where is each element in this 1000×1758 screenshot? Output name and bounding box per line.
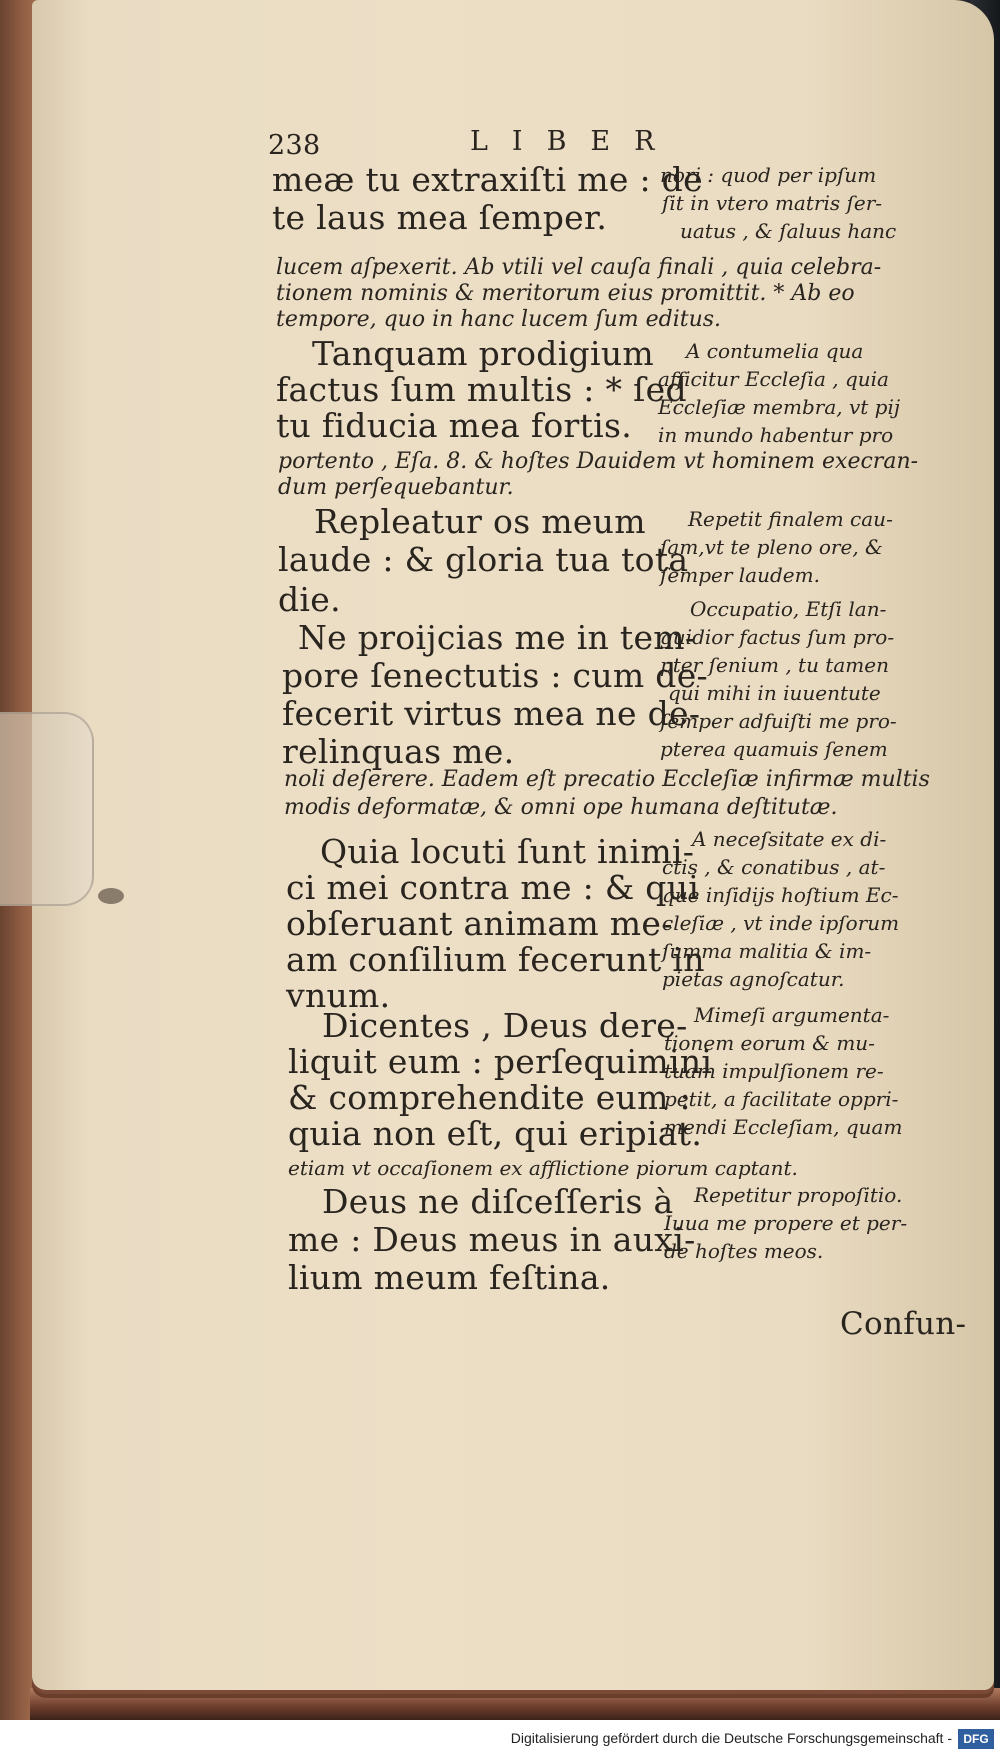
verse-line: Tanquam prodigium: [312, 334, 654, 373]
verse-line: vnum.: [286, 976, 391, 1015]
verse-line: fecerit virtus mea ne de-: [282, 694, 701, 733]
margin-note-line: ſemper laudem.: [660, 563, 820, 587]
commentary-line: noli deſerere. Eadem eſt precatio Eccleſiæ infirmæ multis: [284, 767, 930, 792]
margin-note-line: ctis , & conatibus , at-: [662, 855, 886, 879]
commentary-line: etiam vt occaſionem ex afflictione piorum captant.: [288, 1156, 798, 1180]
verse-line: te laus mea ſemper.: [272, 198, 608, 237]
verse-line: lium meum feſtina.: [288, 1258, 611, 1297]
margin-note-line: ſam,vt te pleno ore, &: [660, 535, 883, 559]
margin-note-line: in mundo habentur pro: [658, 423, 894, 447]
margin-note-line: ſemper adfuiſti me pro-: [660, 709, 897, 733]
ink-smudge: [98, 888, 124, 904]
margin-note-line: Mimeſi argumenta-: [694, 1003, 890, 1027]
verse-line: relinquas me.: [282, 732, 515, 771]
catchword: Confun-: [840, 1306, 967, 1342]
margin-note-line: A contumelia qua: [686, 339, 864, 363]
margin-note-line: mendi Eccleſiam, quam: [664, 1115, 903, 1139]
digitization-footer: [0, 1722, 1000, 1758]
commentary-line: portento , Eſa. 8. & hoſtes Dauidem vt hominem execran-: [278, 449, 919, 474]
funding-credit: Digitalisierung gefördert durch die Deutsche Forschungsgemeinschaft -: [510, 1730, 952, 1746]
page-number: 238: [268, 130, 321, 161]
margin-note-line: petit, a facilitate oppri-: [664, 1087, 899, 1111]
margin-note-line: guidior factus ſum pro-: [660, 625, 895, 649]
page-edge-bottom: [30, 1688, 1000, 1720]
commentary-line: tionem nominis & meritorum eius promittit. * Ab eo: [276, 281, 855, 306]
margin-note-line: que inſidijs hoſtium Ec-: [662, 883, 899, 907]
commentary-line: tempore, quo in hanc lucem ſum editus.: [276, 307, 722, 332]
verse-line: liquit eum : perſequimini: [288, 1042, 713, 1081]
margin-note-line: Repetit finalem cau-: [688, 507, 893, 531]
verse-line: ci mei contra me : & qui: [286, 868, 700, 907]
verse-line: meæ tu extraxiſti me : de: [272, 160, 703, 199]
margin-note-line: A neceſsitate ex di-: [692, 827, 887, 851]
commentary-line: dum perſequebantur.: [278, 475, 514, 500]
verse-line: & comprehendite eum :: [288, 1078, 691, 1117]
verse-line: tu fiducia mea fortis.: [276, 406, 633, 445]
verse-line: die.: [278, 580, 341, 619]
page-clip: [0, 712, 94, 906]
verse-line: quia non eſt, qui eripiat.: [288, 1114, 703, 1153]
verse-line: Ne proijcias me in tem-: [298, 618, 697, 657]
margin-note-line: uatus , & ſaluus hanc: [680, 219, 897, 243]
verse-line: am conſilium fecerunt in: [286, 940, 705, 979]
margin-note-line: Iuua me propere et per-: [664, 1211, 908, 1235]
verse-line: pore ſenectutis : cum de-: [282, 656, 708, 695]
margin-note-line: Eccleſiæ membra, vt pij: [658, 395, 901, 419]
verse-line: obſeruant animam me-: [286, 904, 673, 943]
running-title: LIBER: [470, 126, 679, 157]
margin-note-line: pterea quamuis ſenem: [660, 737, 888, 761]
verse-line: Deus ne diſceſſeris à: [322, 1182, 674, 1221]
margin-note-line: de hoſtes meos.: [664, 1239, 824, 1263]
margin-note-line: ſumma malitia & im-: [662, 939, 872, 963]
margin-note-line: Occupatio, Etſi lan-: [690, 597, 887, 621]
verse-line: factus ſum multis : * ſed: [276, 370, 687, 409]
margin-note-line: pter ſenium , tu tamen: [660, 653, 889, 677]
margin-note-line: tuam impulſionem re-: [664, 1059, 884, 1083]
margin-note-line: Repetitur propoſitio.: [694, 1183, 903, 1207]
commentary-line: lucem aſpexerit. Ab vtili vel cauſa finali , quia celebra-: [276, 255, 882, 280]
margin-note-line: tionem eorum & mu-: [664, 1031, 875, 1055]
margin-note-line: afficitur Eccleſia , quia: [658, 367, 889, 391]
verse-line: me : Deus meus in auxi-: [288, 1220, 696, 1259]
margin-note-line: cleſiæ , vt inde ipſorum: [662, 911, 900, 935]
margin-note-line: pietas agnoſcatur.: [662, 967, 845, 991]
margin-note-line: ſit in vtero matris ſer-: [662, 191, 883, 215]
verse-line: Quia locuti ſunt inimi-: [320, 832, 695, 871]
dfg-logo: DFG: [958, 1729, 994, 1749]
margin-note-line: qui mihi in iuuentute: [668, 681, 881, 705]
commentary-line: modis deformatæ, & omni ope humana deſtitutæ.: [284, 795, 838, 820]
verse-line: Dicentes , Deus dere-: [322, 1006, 688, 1045]
verse-line: laude : & gloria tua tota: [278, 540, 689, 579]
margin-note-line: nori : quod per ipſum: [660, 163, 877, 187]
verse-line: Repleatur os meum: [314, 502, 646, 541]
